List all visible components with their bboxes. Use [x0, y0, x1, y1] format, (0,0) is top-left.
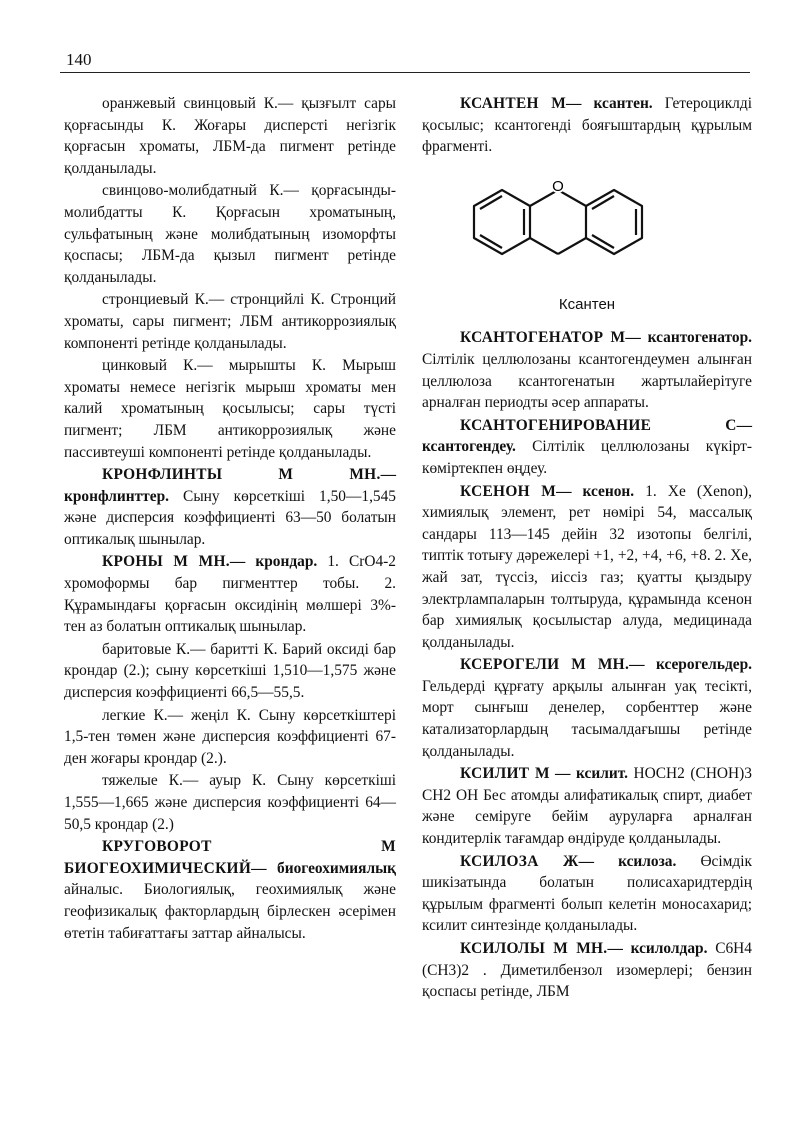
- structure-caption: Ксантен: [558, 295, 616, 313]
- entry-kronfl: [64, 464, 396, 550]
- xanthene-structure-diagram: [422, 164, 752, 284]
- entry-ksiloly: [422, 938, 752, 1003]
- entry-ksenon: [422, 481, 752, 654]
- entry-headword: КСАНТОГЕНАТОР М: [460, 329, 626, 347]
- entry-translation: — ксилолдар.: [607, 940, 708, 957]
- entry-headword: КСАНТОГЕНИРОВАНИЕ С: [460, 416, 737, 434]
- entry-svinc: [64, 180, 396, 288]
- entry-translation: М — ксилит.: [534, 765, 628, 783]
- entry-translation: — ксенон.: [556, 482, 635, 500]
- entry-legk: [64, 705, 396, 770]
- entry-tyazh: [64, 770, 396, 835]
- entry-barit: [64, 639, 396, 704]
- entry-term: цинковый К.: [102, 357, 198, 375]
- entry-term: баритовые К.: [102, 640, 191, 658]
- entry-headword: КСЕРОГЕЛИ М МН.: [460, 656, 630, 674]
- entry-text: — ауыр К. Сыну көрсеткіші 1,555—1,665 және дисперсия коэффициенті 64—50,5 крондар (2.): [64, 772, 396, 833]
- entry-text: Өсімдік шикізатында болатын полисахаридтердің құрылым фрагменті болып келетін моносахарид; ксилит синтезінде қолданылады.: [422, 852, 752, 935]
- left-benzene-ring: [474, 190, 530, 254]
- entry-translation: — ксантогенатор.: [625, 329, 752, 347]
- entry-headword: КРУГОВОРОТ М БИОГЕОХИМИЧЕСКИЙ: [64, 838, 396, 877]
- left-column: [64, 93, 396, 945]
- oxygen-atom-label: O: [552, 177, 564, 195]
- entry-text: — мырышты К. Мырыш хроматы немесе негізгік мырыш хроматы мен калий хроматының қосылысы; сары түсті пигмент; ЛБМ антикоррозиялық және пассивтеуші компоненті ретінде қолданылады.: [64, 357, 397, 461]
- entry-term: свинцово-молибдатный К.: [102, 182, 284, 200]
- entry-text: 1. CrO4-2 хромоформы бар пигменттер тобы. 2. Құрамындағы қорғасын оксидінің мөлшері 3%-тен аз болатын оптикалық шынылар.: [64, 553, 396, 636]
- entry-translation: — ксилоза.: [578, 852, 677, 870]
- entry-headword: КСАНТЕН М: [460, 95, 567, 112]
- entry-term: легкие К.: [102, 706, 168, 724]
- entry-text: айналыс. Биологиялық, геохимиялық және геофизикалық факторлардың бірлескен әсерімен өтетін табиғаттағы заттар айналысы.: [64, 881, 396, 942]
- entry-kserogeli: [422, 654, 752, 762]
- entry-text: Сыну көрсеткіші 1,50—1,545 және дисперсия коэффициенті 63—50 болатын оптикалық шынылар.: [64, 487, 396, 548]
- entry-ksilit: [422, 763, 752, 849]
- entry-text: C6H4 (CH3)2 . Диметилбензол изомерлері; бензин қоспасы ретінде, ЛБМ: [422, 940, 752, 1001]
- entry-stronc: [64, 289, 396, 354]
- entry-headword: КСИЛОЗА Ж: [460, 852, 579, 870]
- entry-text: Гетероциклді қосылыс; ксантогенді бояғыштардың құрылым фрагменті.: [422, 95, 752, 156]
- entry-text: Сілтілік целлюлозаны ксантогендеумен алынған целлюлоза ксантогенатын жартылайерітуге арналған периодты әсер аппараты.: [422, 350, 752, 412]
- entry-cink: [64, 355, 396, 463]
- entry-krugov: [64, 836, 396, 944]
- right-column: [422, 93, 752, 1004]
- entry-term: тяжелые К.: [102, 772, 183, 790]
- entry-oranzh: [64, 93, 396, 179]
- entry-text: — стронцийлі К. Стронций хроматы, сары пигмент; ЛБМ антикоррозиялық компоненті ретінде қолданылады.: [64, 291, 396, 352]
- entry-term: стронциевый К.: [102, 291, 209, 309]
- entry-text: Сілтілік целлюлозаны күкірт-көміртекпен өңдеу.: [422, 438, 752, 477]
- entry-ksanten: [422, 93, 752, 158]
- entry-krony: [64, 551, 396, 637]
- header-rule: [60, 72, 750, 73]
- entry-headword: КСЕНОН М: [460, 482, 557, 500]
- entry-ksantogenator: [422, 327, 752, 413]
- entry-translation: — ксантен.: [566, 95, 653, 112]
- entry-text: — қызғылт сары қорғасынды К. Жоғары дисперсті негізгік қорғасын хроматы, ЛБМ-да пигмент ретінде қолданылады.: [64, 95, 396, 177]
- page-number: 140: [66, 50, 92, 69]
- entry-text: — жеңіл К. Сыну көрсеткіштері 1,5-тен төмен және дисперсия коэффициенті 67-ден жоғары крондар (2.).: [64, 706, 396, 767]
- entry-translation: — ксантогендеу.: [422, 416, 752, 456]
- entry-translation: — биогеохимиялық: [251, 859, 396, 877]
- entry-term: оранжевый свинцовый К.: [102, 95, 278, 112]
- entry-ksantogenir: [422, 415, 752, 480]
- entry-text: HOCH2 (CHOH)3 CH2 OH Бес атомды алифатикалық спирт, диабет және семіруге бейім ауруларға арналған кондитерлік тағамдар өндіруде қолданылады.: [422, 765, 752, 848]
- entry-headword: КСИЛОЛЫ М МН.: [460, 940, 608, 957]
- entry-ksiloza: [422, 851, 752, 937]
- entry-headword: КСИЛИТ: [460, 765, 530, 783]
- entry-translation: — кронфлинттер.: [64, 466, 396, 505]
- right-benzene-ring: [586, 190, 642, 254]
- entry-text: Гельдерді құрғату арқылы алынған уақ тесікті, морт сынғыш денелер, сорбенттер және катализаторлардың тасымалдағышы ретінде қолданылады.: [422, 677, 752, 760]
- entry-translation: — крондар.: [229, 553, 318, 571]
- entry-text: — баритті К. Барий оксиді бар крондар (2.); сыну көрсеткіші 1,510—1,575 және дисперсия коэффициенті 66,5—55,5.: [64, 640, 396, 702]
- entry-translation: — ксерогельдер.: [629, 656, 752, 674]
- entry-text: 1. Xe (Xenon), химиялық элемент, рет нөмірі 54, массалық сандары 113—145 дейін 32 изотопы белгілі, типтік тотығу дәрежелері +1, +2, +4, +6, +8. 2. Xe, жай зат, түссіз, иіссіз газ; қуатты қыздыру электрлампаларын толтыруда, құрамында ксенон бар химиялық қосылыстар алуда, медицинада қолданылады.: [422, 482, 752, 651]
- entry-headword: КРОНЫ М МН.: [102, 553, 230, 571]
- entry-text: — қорғасынды-молибдатты К. Қорғасын хроматының, сульфатының және молибдатының изоморфты қоспасы; ЛБМ-да қызыл пигмент ретінде қолданылады.: [64, 182, 396, 286]
- entry-headword: КРОНФЛИНТЫ М МН.: [102, 466, 381, 484]
